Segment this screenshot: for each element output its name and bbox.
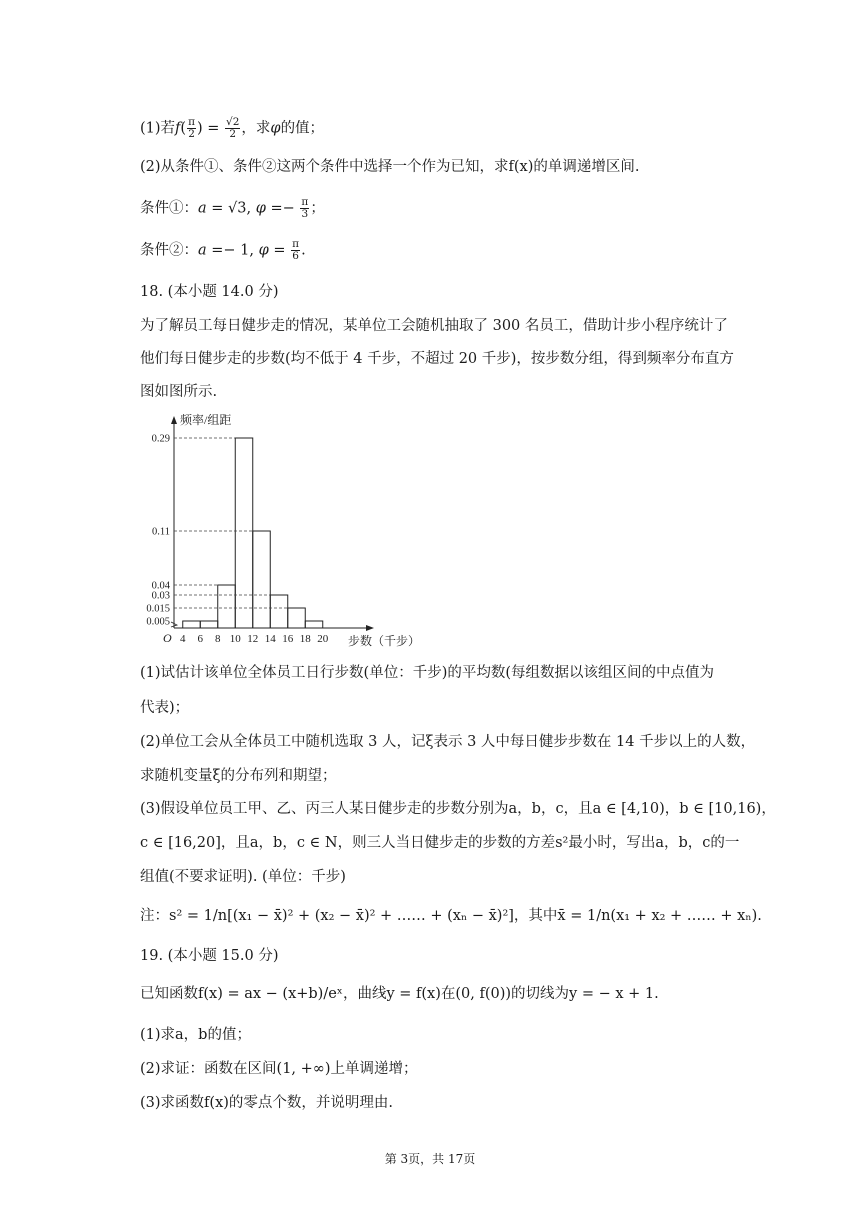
q19-stem: 已知函数f(x) = ax − (x+b)/eˣ，曲线y = f(x)在(0, f(0))的切线为y = − x + 1.: [140, 986, 659, 1002]
x-tick-label: 20: [317, 633, 329, 645]
q18-part3-line2: c ∈ [16,20]，且a，b，c ∈ N，则三人当日健步走的步数的方差s²最小时，写出a，b，c的一: [140, 835, 740, 851]
histogram-bar: [253, 531, 271, 628]
q18-part2-line1: (2)单位工会从全体员工中随机选取 3 人，记ξ表示 3 人中每日健步步数在 14 千步以上的人数，: [140, 734, 756, 750]
q19-heading: 19. (本小题 15.0 分): [140, 948, 279, 964]
y-tick-label: 0.11: [152, 526, 170, 538]
y-tick-label: 0.005: [146, 616, 170, 628]
x-tick-label: 12: [247, 633, 259, 645]
origin-label: O: [163, 631, 172, 645]
y-tick-label: 0.29: [151, 433, 170, 445]
q19-part1: (1)求a，b的值；: [140, 1027, 251, 1043]
q18-note: 注：s² = 1/n[(x₁ − x̄)² + (x₂ − x̄)² + …… + (xₙ − x̄)²]，其中x̄ = 1/n(x₁ + x₂ + …… + xₙ).: [140, 908, 762, 924]
histogram-bar: [218, 585, 236, 628]
y-axis-arrow: [171, 416, 177, 424]
q18-stem-line1: 为了解员工每日健步走的情况，某单位工会随机抽取了 300 名员工，借助计步小程序统计了: [140, 318, 728, 334]
histogram-bar: [183, 621, 201, 628]
q17-part1: (1)若f( $\frac{\pi}{2}$ ) = $\frac{√2}{2}$ ，求φ的值；: [140, 116, 325, 140]
x-tick-label: 6: [197, 633, 203, 645]
q18-stem-line2: 他们每日健步走的步数(均不低于 4 千步，不超过 20 千步)，按步数分组，得到频率分布直方: [140, 351, 734, 367]
y-axis-label: 频率/组距: [180, 413, 232, 427]
x-tick-label: 16: [282, 633, 294, 645]
q18-part1-line2: 代表)；: [140, 700, 190, 716]
condition-2: 条件②：a =− 1, φ = $\frac{\pi}{6}$ .: [140, 238, 306, 262]
x-tick-label: 18: [299, 633, 311, 645]
q19-part3: (3)求函数f(x)的零点个数，并说明理由.: [140, 1095, 394, 1111]
histogram-bar: [200, 621, 218, 628]
histogram-bar: [305, 621, 323, 628]
x-axis-arrow: [366, 625, 374, 631]
x-tick-label: 4: [180, 633, 186, 645]
x-axis-label: 步数（千步）: [348, 634, 421, 648]
y-tick-label: 0.015: [146, 603, 170, 615]
q17-part2: (2)从条件①、条件②这两个条件中选择一个作为已知，求f(x)的单调递增区间.: [140, 159, 640, 175]
y-tick-label: 0.03: [151, 590, 170, 602]
q18-stem-line3: 图如图所示.: [140, 384, 218, 400]
page-footer: 第 3页，共 17页: [384, 1152, 476, 1166]
q19-part2: (2)求证：函数在区间(1, +∞)上单调递增；: [140, 1061, 418, 1077]
histogram-bar: [270, 595, 288, 628]
q18-heading: 18. (本小题 14.0 分): [140, 284, 279, 300]
y-tick-label: 0.04: [151, 580, 170, 592]
q18-part1-line1: (1)试估计该单位全体员工日行步数(单位：千步)的平均数(每组数据以该组区间的中点值为: [140, 665, 715, 681]
q18-part3-line3: 组值(不要求证明). (单位：千步): [140, 869, 346, 885]
histogram-bar: [288, 608, 306, 628]
q18-part2-line2: 求随机变量ξ的分布列和期望；: [140, 768, 337, 784]
frequency-histogram: [138, 406, 438, 656]
q18-part3-line1: (3)假设单位员工甲、乙、丙三人某日健步走的步数分别为a，b，c，且a ∈ [4,10)，b ∈ [10,16)，: [140, 801, 776, 817]
x-tick-label: 14: [264, 633, 276, 645]
condition-1: 条件①：a = √3, φ =− $\frac{\pi}{3}$ ；: [140, 196, 325, 220]
x-tick-label: 8: [215, 633, 221, 645]
histogram-bar: [235, 438, 253, 628]
x-tick-label: 10: [229, 633, 241, 645]
